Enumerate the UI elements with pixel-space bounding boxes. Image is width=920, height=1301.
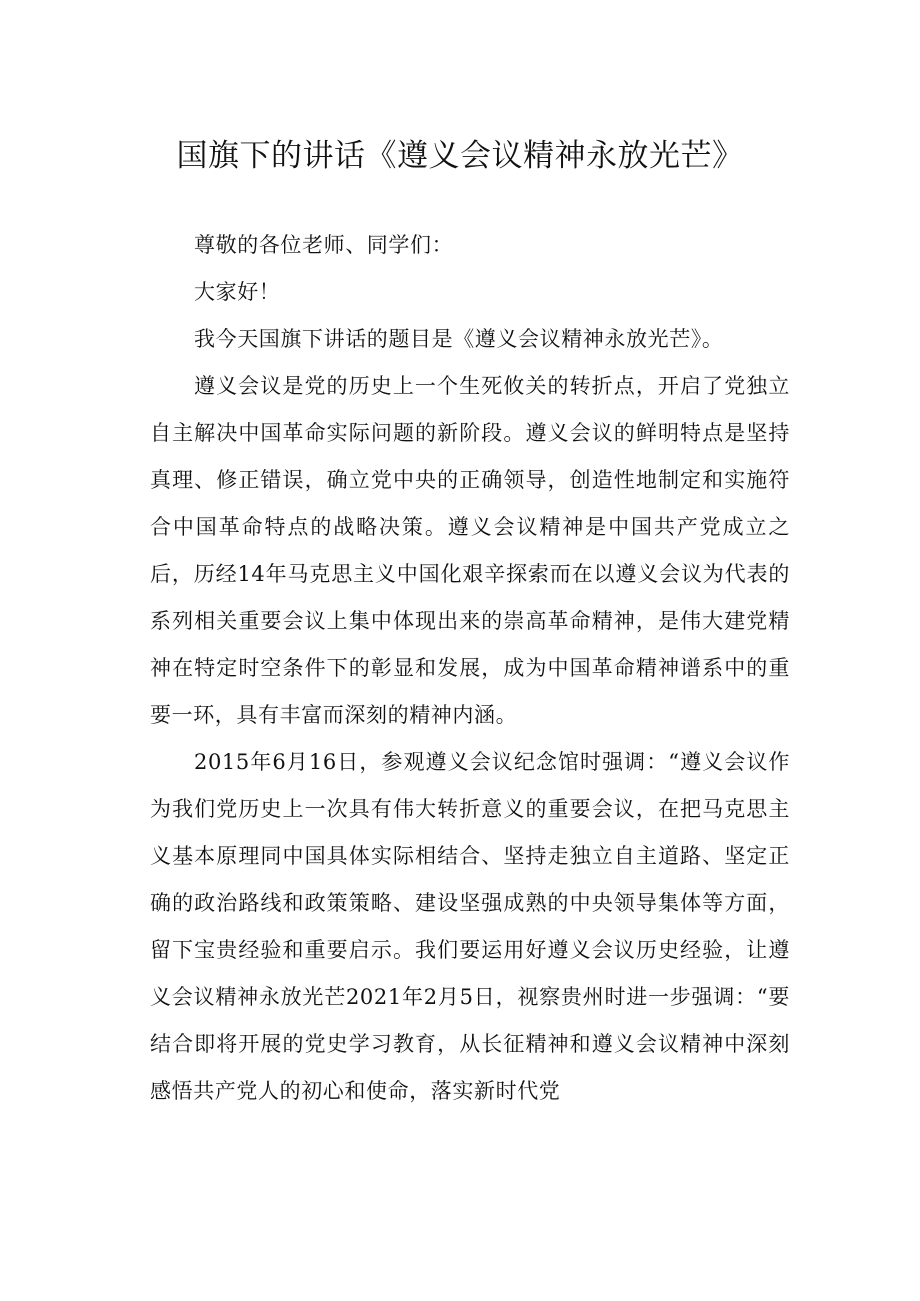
document-body (150, 222, 790, 1115)
body-paragraph: 遵义会议是党的历史上一个生死攸关的转折点，开启了党独立自主解决中国革命实际问题的新阶段。遵义会议的鲜明特点是坚持真理、修正错误，确立党中央的正确领导，创造性地制定和实施符合中国革命特点的战略决策。遵义会议精神是中国共产党成立之后，历经14年马克思主义中国化艰辛探索而在以遵义会议为代表的系列相关重要会议上集中体现出来的崇高革命精神，是伟大建党精神在特定时空条件下的彰显和发展，成为中国革命精神谱系中的重要一环，具有丰富而深刻的精神内涵。 (150, 374, 790, 727)
document-title: 国旗下的讲话《遵义会议精神永放光芒》 (176, 138, 744, 174)
greeting-paragraph: 大家好！ (194, 280, 281, 304)
salutation-paragraph: 尊敬的各位老师、同学们： (194, 233, 454, 257)
topic-paragraph: 我今天国旗下讲话的题目是《遵义会议精神永放光芒》。 (194, 327, 724, 351)
body-paragraph: 2015年6月16日，参观遵义会议纪念馆时强调：“遵义会议作为我们党历史上一次具有伟大转折意义的重要会议，在把马克思主义基本原理同中国具体实际相结合、坚持走独立自主道路、坚定正确的政治路线和政策策略、建设坚强成熟的中央领导集体等方面，留下宝贵经验和重要启示。我们要运用好遵义会议历史经验，让遵义会议精神永放光芒2021年2月5日，视察贵州时进一步强调：“要结合即将开展的党史学习教育，从长征精神和遵义会议精神中深刻感悟共产党人的初心和使命，落实新时代党 (150, 750, 790, 1103)
